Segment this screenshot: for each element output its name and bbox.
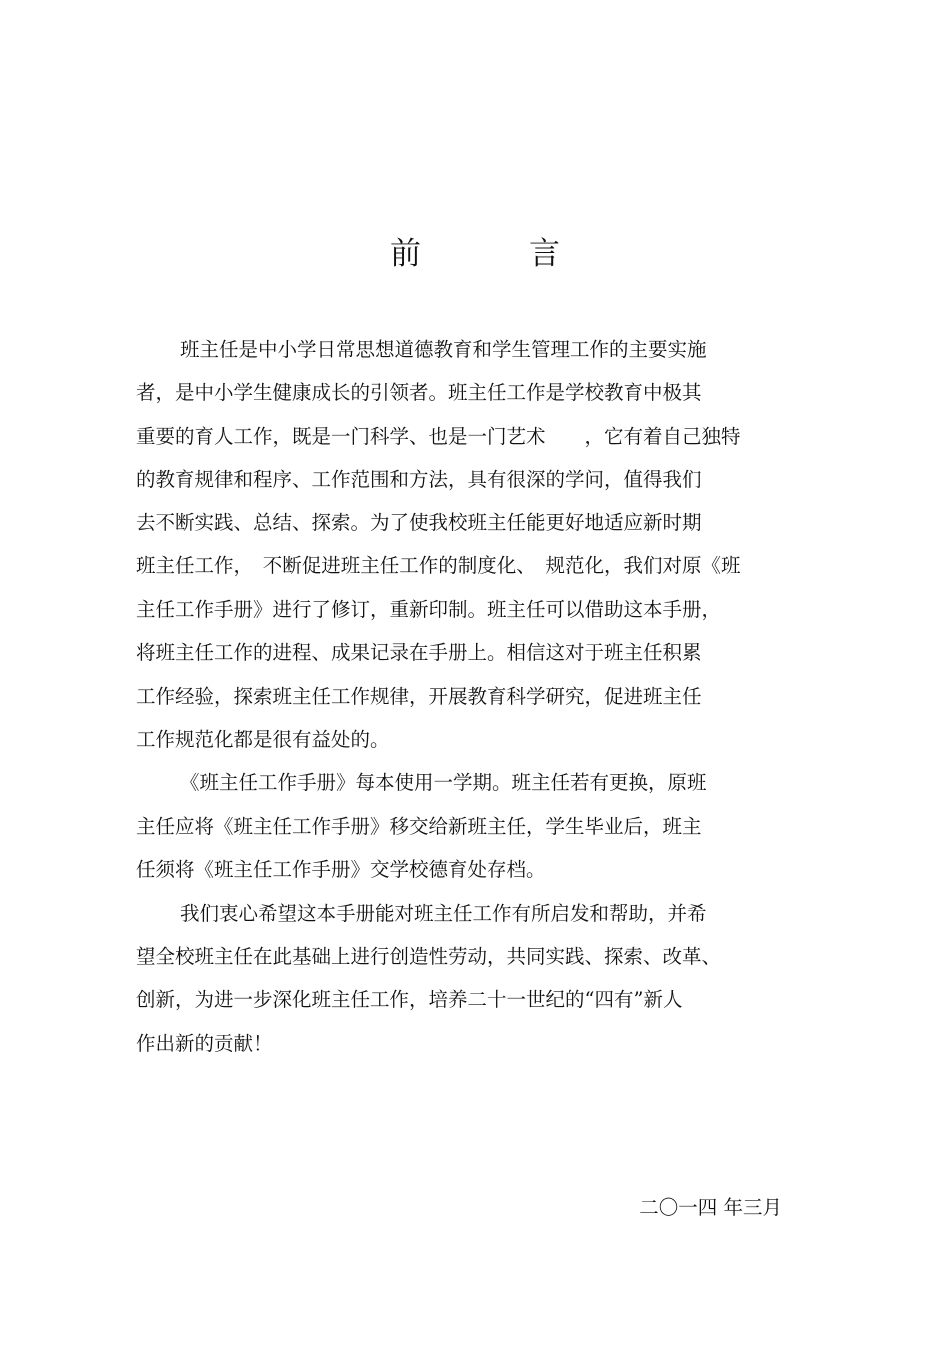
paragraph-2-line-3: 任须将《班主任工作手册》交学校德育处存档。 bbox=[136, 858, 546, 881]
title-char-1: 前 bbox=[390, 236, 421, 272]
paragraph-1-line-3: 重要的育人工作，既是一门科学、也是一门艺术 ，它有着自己独特 bbox=[136, 425, 741, 448]
paragraph-3-line-1: 我们衷心希望这本手册能对班主任工作有所启发和帮助，并希 bbox=[180, 902, 707, 925]
paragraph-1-line-10: 工作规范化都是很有益处的。 bbox=[136, 728, 390, 751]
paragraph-1-line-1: 班主任是中小学日常思想道德教育和学生管理工作的主要实施 bbox=[180, 338, 707, 361]
paragraph-1-line-6: 班主任工作， 不断促进班主任工作的制度化、 规范化，我们对原《班 bbox=[136, 554, 741, 577]
paragraph-3-line-4: 作出新的贡献！ bbox=[136, 1032, 273, 1055]
page-title bbox=[0, 232, 950, 276]
title-char-2: 言 bbox=[529, 236, 560, 272]
paragraph-1-line-4: 的教育规律和程序、工作范围和方法，具有很深的学问，值得我们 bbox=[136, 468, 702, 491]
paragraph-3-line-3: 创新，为进一步深化班主任工作，培养二十一世纪的“四有”新人 bbox=[136, 988, 683, 1011]
paragraph-3-line-2: 望全校班主任在此基础上进行创造性劳动，共同实践、探索、改革、 bbox=[136, 945, 722, 968]
paragraph-1-line-2: 者，是中小学生健康成长的引领者。班主任工作是学校教育中极其 bbox=[136, 381, 702, 404]
document-date: 二〇一四 年三月 bbox=[639, 1196, 782, 1219]
paragraph-1-line-9: 工作经验，探索班主任工作规律，开展教育科学研究，促进班主任 bbox=[136, 685, 702, 708]
paragraph-1-line-8: 将班主任工作的进程、成果记录在手册上。相信这对于班主任积累 bbox=[136, 641, 702, 664]
paragraph-2-line-2: 主任应将《班主任工作手册》移交给新班主任，学生毕业后，班主 bbox=[136, 815, 702, 838]
paragraph-2-line-1: 《班主任工作手册》每本使用一学期。班主任若有更换，原班 bbox=[180, 771, 707, 794]
paragraph-1-line-5: 去不断实践、总结、探索。为了使我校班主任能更好地适应新时期 bbox=[136, 511, 702, 534]
paragraph-1-line-7: 主任工作手册》进行了修订，重新印制。班主任可以借助这本手册， bbox=[136, 598, 722, 621]
